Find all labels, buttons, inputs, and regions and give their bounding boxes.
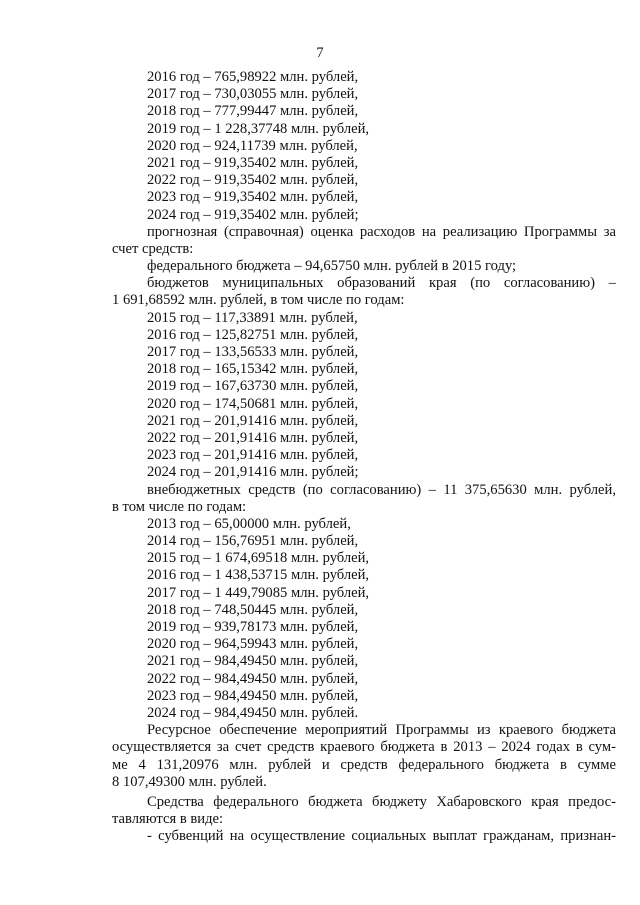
year-line: 2018 год – 165,15342 млн. рублей, bbox=[147, 361, 359, 378]
year-line: 2024 год – 984,49450 млн. рублей. bbox=[147, 704, 359, 721]
year-line: 2017 год – 730,03055 млн. рублей, bbox=[147, 86, 359, 103]
year-line: 2020 год – 174,50681 млн. рублей, bbox=[147, 395, 359, 412]
extrabudget-line: внебюджетных средств (по согласованию) – 11 375,65630 млн. рублей, bbox=[147, 481, 616, 498]
year-line: 2020 год – 964,59943 млн. рублей, bbox=[147, 636, 359, 653]
year-line: 2019 год – 1 228,37748 млн. рублей, bbox=[147, 120, 370, 137]
paragraph-line: тавляются в виде: bbox=[112, 811, 224, 828]
year-line: 2021 год – 201,91416 млн. рублей, bbox=[147, 412, 359, 429]
paragraph-line: Средства федерального бюджета бюджету Хабаровского края предос- bbox=[147, 793, 616, 810]
year-list-regional bbox=[112, 69, 616, 224]
page-number: 7 bbox=[316, 45, 324, 61]
year-line: 2018 год – 777,99447 млн. рублей, bbox=[147, 103, 359, 120]
subvention-line: - субвенций на осуществление социальных выплат гражданам, признан- bbox=[147, 828, 616, 845]
year-line: 2019 год – 939,78173 млн. рублей, bbox=[147, 619, 359, 635]
year-line: 2020 год – 924,11739 млн. рублей, bbox=[147, 137, 358, 154]
year-line: 2016 год – 1 438,53715 млн. рублей, bbox=[147, 567, 370, 584]
year-line: 2022 год – 919,35402 млн. рублей, bbox=[147, 172, 359, 189]
resource-paragraph bbox=[112, 722, 616, 791]
year-line: 2023 год – 984,49450 млн. рублей, bbox=[147, 687, 359, 704]
year-line: 2022 год – 984,49450 млн. рублей, bbox=[147, 670, 359, 687]
municipal-budget-line: 1 691,68592 млн. рублей, в том числе по годам: bbox=[112, 292, 405, 309]
year-line: 2021 год – 984,49450 млн. рублей, bbox=[147, 653, 359, 670]
year-line: 2014 год – 156,76951 млн. рублей, bbox=[147, 533, 359, 550]
forecast-paragraph-line: прогнозная (справочная) оценка расходов на реализацию Программы за bbox=[147, 223, 616, 240]
paragraph-line: осуществляется за счет средств краевого бюджета в 2013 – 2024 годах в сум- bbox=[112, 739, 616, 756]
paragraph-line: Ресурсное обеспечение мероприятий Программы из краевого бюджета bbox=[147, 722, 616, 739]
year-line: 2023 год – 919,35402 млн. рублей, bbox=[147, 189, 359, 206]
year-line: 2015 год – 1 674,69518 млн. рублей, bbox=[147, 550, 370, 567]
year-list-extrabudget bbox=[112, 516, 616, 722]
municipal-budget-line: бюджетов муниципальных образований края (по согласованию) – bbox=[147, 275, 616, 292]
paragraph-line: 8 107,49300 млн. рублей. bbox=[112, 773, 267, 790]
year-line: 2015 год – 117,33891 млн. рублей, bbox=[147, 309, 358, 326]
year-line: 2017 год – 1 449,79085 млн. рублей, bbox=[147, 584, 370, 601]
year-list-municipal bbox=[112, 310, 616, 482]
extrabudget-line: в том числе по годам: bbox=[112, 498, 247, 515]
year-line: 2024 год – 201,91416 млн. рублей; bbox=[147, 464, 359, 481]
forecast-paragraph-line: счет средств: bbox=[112, 240, 194, 257]
year-line: 2016 год – 125,82751 млн. рублей, bbox=[147, 326, 359, 343]
year-line: 2021 год – 919,35402 млн. рублей, bbox=[147, 154, 359, 171]
paragraph-line: ме 4 131,20976 млн. рублей и средств федерального бюджета в сумме bbox=[112, 756, 616, 773]
year-line: 2016 год – 765,98922 млн. рублей, bbox=[147, 69, 359, 85]
document-body bbox=[112, 69, 616, 845]
year-line: 2013 год – 65,00000 млн. рублей, bbox=[147, 515, 351, 532]
year-line: 2024 год – 919,35402 млн. рублей; bbox=[147, 206, 359, 223]
federal-budget-line: федерального бюджета – 94,65750 млн. рублей в 2015 году; bbox=[147, 258, 517, 275]
year-line: 2017 год – 133,56533 млн. рублей, bbox=[147, 344, 359, 360]
year-line: 2019 год – 167,63730 млн. рублей, bbox=[147, 378, 359, 395]
federal-funds-paragraph bbox=[112, 794, 616, 828]
year-line: 2022 год – 201,91416 млн. рублей, bbox=[147, 429, 359, 446]
year-line: 2018 год – 748,50445 млн. рублей, bbox=[147, 601, 359, 618]
year-line: 2023 год – 201,91416 млн. рублей, bbox=[147, 447, 359, 464]
